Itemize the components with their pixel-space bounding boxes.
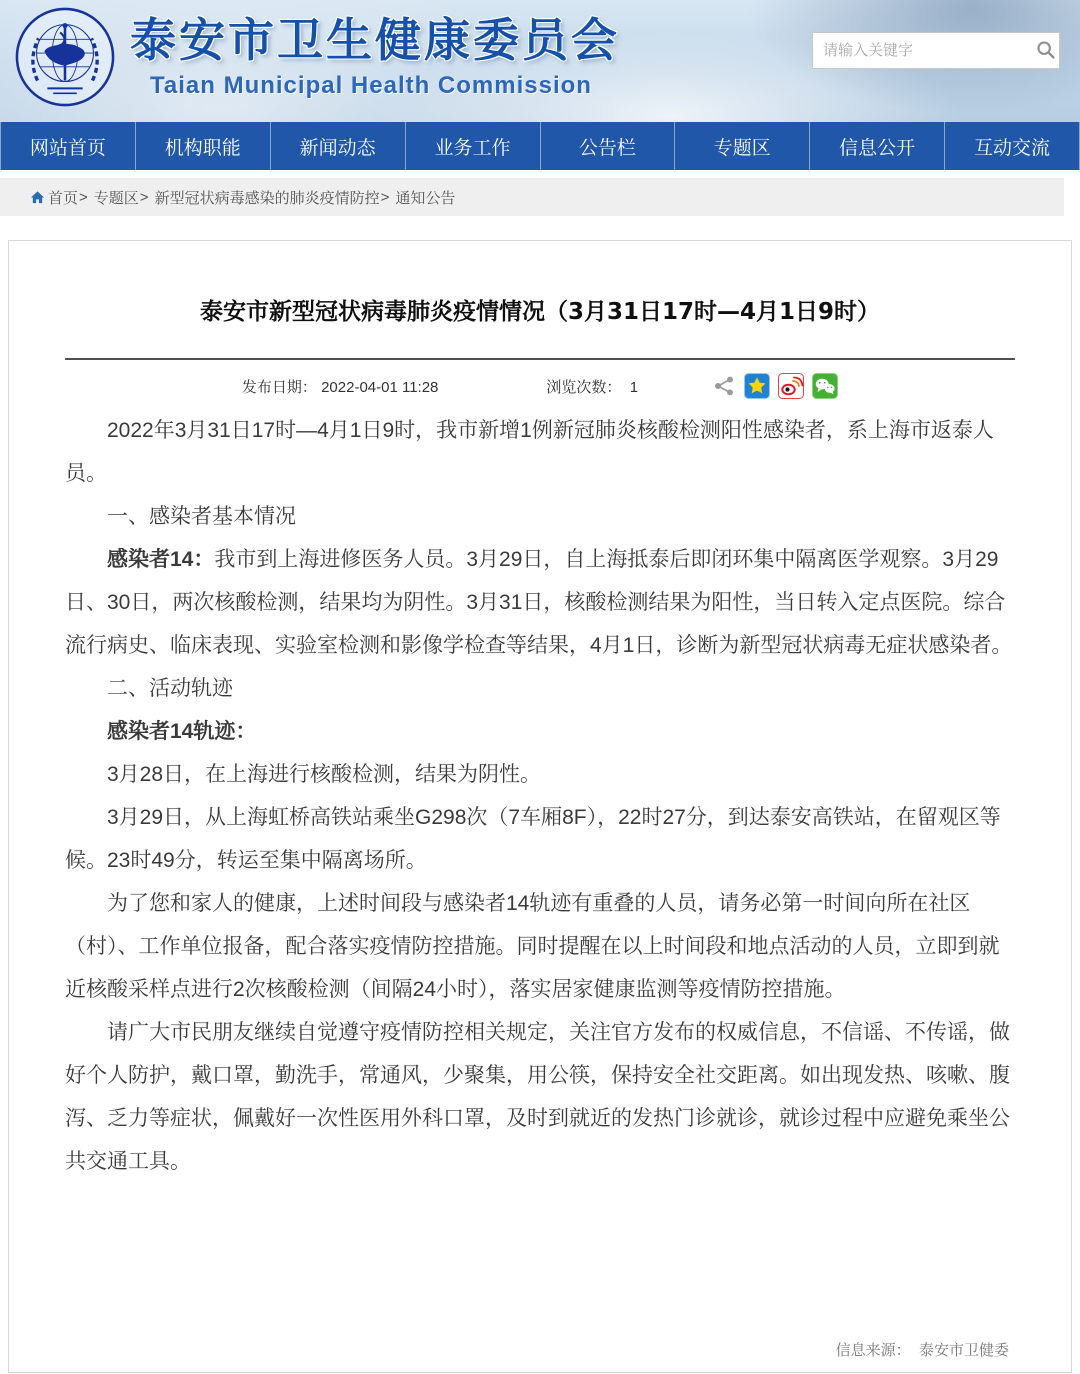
- paragraph: [65, 409, 1015, 495]
- source-label: 信息来源：: [835, 1342, 911, 1359]
- weibo-share-icon[interactable]: [778, 373, 804, 399]
- site-title: 泰安市卫生健康委员会: [130, 13, 620, 67]
- nav-item-disclosure[interactable]: 信息公开: [809, 122, 944, 170]
- share-bar: [704, 373, 838, 399]
- view-count-value: 1: [629, 378, 639, 396]
- home-icon: [30, 190, 45, 205]
- paragraph-text: 3月29日，从上海虹桥高铁站乘坐G298次（7车厢8F），22时27分，到达泰安高铁站，在留观区等候。23时49分，转运至集中隔离场所。: [65, 806, 1001, 872]
- breadcrumb-separator: >: [139, 188, 149, 206]
- breadcrumb-separator: >: [79, 188, 88, 206]
- search-button[interactable]: [1032, 33, 1059, 68]
- paragraph-text: 我市到上海进修医务人员。3月29日，自上海抵泰后即闭环集中隔离医学观察。3月29日、30日，两次核酸检测，结果均为阴性。3月31日，核酸检测结果为阳性，当日转入定点医院。综合流行病史、临床表现、实验室检测和影像学检查等结果，4月1日，诊断为新型冠状病毒无症状感染者。: [65, 548, 1013, 657]
- breadcrumb-item-home[interactable]: 首页: [48, 189, 79, 207]
- nav-item-business[interactable]: 业务工作: [405, 122, 540, 170]
- article-meta: [65, 360, 1015, 399]
- breadcrumb: [0, 178, 1064, 216]
- paragraph-section-heading: [65, 495, 1015, 538]
- publish-date-value: 2022-04-01 11:28: [321, 378, 439, 396]
- paragraph-lead: 感染者14：: [107, 548, 215, 571]
- search-icon: [1035, 39, 1056, 63]
- paragraph-text: 一、感染者基本情况: [107, 505, 296, 528]
- breadcrumb-item-covid[interactable]: 新型冠状病毒感染的肺炎疫情防控: [154, 189, 380, 207]
- paragraph-text: 为了您和家人的健康，上述时间段与感染者14轨迹有重叠的人员，请务必第一时间向所在社区（村）、工作单位报备，配合落实疫情防控措施。同时提醒在以上时间段和地点活动的人员，立即到就近核酸采样点进行2次核酸检测（间隔24小时），落实居家健康监测等疫情防控措施。: [65, 892, 1000, 1001]
- wechat-share-icon[interactable]: [812, 373, 838, 399]
- nav-item-topics[interactable]: 专题区: [674, 122, 809, 170]
- article-body: [65, 409, 1015, 1183]
- nav-item-functions[interactable]: 机构职能: [135, 122, 270, 170]
- nav-item-interaction[interactable]: 互动交流: [944, 122, 1080, 170]
- paragraph-text: 请广大市民朋友继续自觉遵守疫情防控相关规定，关注官方发布的权威信息，不信谣、不传谣，做好个人防护，戴口罩，勤洗手，常通风，少聚集，用公筷，保持安全社交距离。如出现发热、咳嗽、腹泻、乏力等症状，佩戴好一次性医用外科口罩，及时到就近的发热门诊就诊，就诊过程中应避免乘坐公共交通工具。: [65, 1021, 1010, 1173]
- paragraph: [65, 882, 1015, 1011]
- site-subtitle: Taian Municipal Health Commission: [150, 72, 592, 99]
- nav-item-home[interactable]: 网站首页: [0, 122, 135, 170]
- paragraph-text: 二、活动轨迹: [107, 677, 233, 700]
- main-nav: [0, 122, 1080, 170]
- article-title: 泰安市新型冠状病毒肺炎疫情情况（3月31日17时—4月1日9时）: [199, 299, 881, 325]
- paragraph-lead: 感染者14轨迹：: [107, 720, 257, 743]
- paragraph-section-heading: [65, 667, 1015, 710]
- nav-item-bulletin[interactable]: 公告栏: [540, 122, 675, 170]
- search-box: [812, 32, 1060, 69]
- site-header: [0, 0, 1080, 122]
- paragraph-text: 3月28日，在上海进行核酸检测，结果为阴性。: [107, 763, 542, 786]
- publish-date: [242, 376, 439, 397]
- paragraph: [65, 538, 1015, 667]
- paragraph: [65, 710, 1015, 753]
- source-row: [836, 1339, 1009, 1360]
- nav-item-news[interactable]: 新闻动态: [270, 122, 405, 170]
- search-input[interactable]: [813, 33, 1032, 68]
- breadcrumb-item-notices[interactable]: 通知公告: [395, 189, 456, 207]
- breadcrumb-separator: >: [380, 188, 390, 206]
- article-container: [8, 240, 1072, 1373]
- qzone-share-icon[interactable]: [744, 373, 770, 399]
- share-nodes-icon[interactable]: [712, 374, 736, 398]
- publish-date-label: 发布日期：: [241, 378, 317, 396]
- view-count: [546, 376, 638, 397]
- site-title-block: [130, 4, 620, 100]
- health-commission-emblem-logo: [14, 6, 116, 108]
- paragraph-text: 2022年3月31日17时—4月1日9时，我市新增1例新冠肺炎核酸检测阳性感染者，系上海市返泰人员。: [65, 419, 994, 485]
- breadcrumb-item-topics[interactable]: 专题区: [93, 189, 139, 207]
- paragraph: [65, 753, 1015, 796]
- paragraph: [65, 796, 1015, 882]
- view-count-label: 浏览次数：: [546, 378, 622, 396]
- source-value: 泰安市卫健委: [918, 1342, 1009, 1359]
- paragraph: [65, 1011, 1015, 1183]
